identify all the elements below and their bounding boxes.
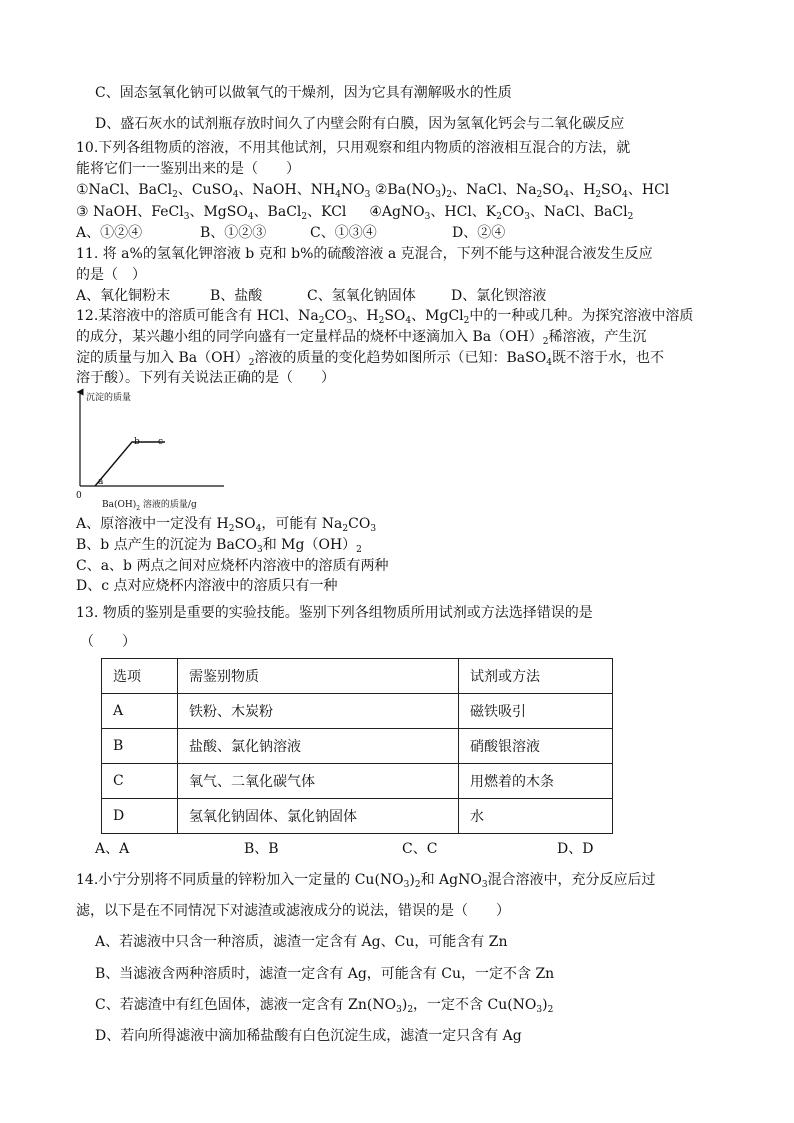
point-a-label: a: [98, 477, 104, 487]
q12-precipitate-graph: [70, 386, 230, 512]
table-header-cell: 选项: [102, 659, 178, 694]
y-axis-label: 沉淀的质量: [86, 393, 132, 403]
table-header-row: [102, 659, 613, 694]
q12-stem-line1: 12.某溶液中的溶质可能含有 HCl、$Na_2CO_3$、$H_2SO_4$、MgCl$_2$中的一种或几种。为探究溶液中溶质: [76, 308, 694, 326]
q10-stem-line2: 能将它们一一鉴别出来的是（ ）: [76, 161, 300, 177]
table-header-cell: 试剂或方法: [459, 659, 613, 694]
table-cell: 铁粉、木炭粉: [178, 694, 459, 729]
q12-stem-line4: 溶于酸）。下列有关说法正确的是（ ）: [76, 370, 335, 386]
q9-option-c: C、固态氢氧化钠可以做氧气的干燥剂，因为它具有潮解吸水的性质: [95, 85, 512, 101]
table-row: [102, 729, 613, 764]
q13-option-b: B、B: [244, 841, 279, 857]
table-row: [102, 694, 613, 729]
q11-option-c: C、氢氧化钠固体: [307, 288, 416, 304]
table-row: [102, 799, 613, 834]
table-cell: 盐酸、氯化钠溶液: [178, 729, 459, 764]
q11-option-a: A、氧化铜粉末: [76, 288, 171, 304]
table-cell: B: [102, 729, 178, 764]
q11-stem-line1: 11. 将 a%的氢氧化钾溶液 b 克和 b%的硫酸溶液 a 克混合，下列不能与这种混合液发生反应: [76, 246, 653, 262]
q14-option-b: B、当滤液含两种溶质时，滤渣一定含有 Ag，可能含有 Cu，一定不含 Zn: [95, 966, 555, 982]
q11-option-b: B、盐酸: [210, 288, 263, 304]
q10-option-c: C、①③④: [310, 225, 377, 241]
q12-option-a: A、原溶液中一定没有 $H_2SO_4$，可能有 $Na_2CO_3$: [76, 516, 377, 534]
precipitate-curve: [95, 442, 165, 486]
table-cell: A: [102, 694, 178, 729]
table-cell: 磁铁吸引: [459, 694, 613, 729]
q10-group-1: ①NaCl、BaCl$_2$、CuSO$_4$、NaOH、$NH_4NO_3$: [76, 182, 371, 200]
q12-stem-line3: 淀的质量与加入 $Ba(OH)_2$溶液的质量的变化趋势如图所示（已知：BaSO$_4$既不溶于水，也不: [76, 350, 664, 368]
q13-table: [101, 658, 613, 834]
q10-groups-line1: [76, 181, 669, 199]
q13-option-c: C、C: [402, 841, 438, 857]
table-cell: 硝酸银溶液: [459, 729, 613, 764]
q14-option-c: C、若滤渣中有红色固体，滤液一定含有 $Zn(NO_3)_2$，一定不含 $Cu(NO_3)_2$: [95, 997, 554, 1015]
q10-option-b: B、①②③: [200, 225, 267, 241]
q9-option-d: D、盛石灰水的试剂瓶存放时间久了内壁会附有白膜，因为氢氧化钙会与二氧化碳反应: [95, 116, 625, 132]
table-cell: C: [102, 764, 178, 799]
q10-group-2: $②Ba(NO_3)_2$、NaCl、$Na_2SO_4$、$H_2SO_4$、HCl: [374, 182, 670, 200]
q10-group-3: ③ NaOH、FeCl$_3$、MgSO$_4$、BaCl$_2$、KCl: [76, 204, 347, 222]
q13-option-a: A、A: [95, 841, 130, 857]
q11-option-d: D、氯化钡溶液: [451, 288, 547, 304]
origin-label: 0: [76, 491, 82, 501]
q14-option-d: D、若向所得滤液中滴加稀盐酸有白色沉淀生成，滤渣一定只含有 Ag: [95, 1028, 522, 1044]
table-cell: D: [102, 799, 178, 834]
table-header-cell: 需鉴别物质: [178, 659, 459, 694]
q14-option-a: A、若滤液中只含一种溶质，滤渣一定含有 Ag、Cu，可能含有 Zn: [95, 934, 508, 950]
x-axis-label: $Ba(OH)_2$ 溶液的质量/g: [102, 500, 197, 512]
q12-option-c: C、a、b 两点之间对应烧杯内溶液中的溶质有两种: [76, 558, 389, 574]
q12-option-d: D、c 点对应烧杯内溶液中的溶质只有一种: [76, 578, 338, 594]
q11-stem-line2: 的是（ ）: [76, 267, 146, 283]
q13-stem-line2: （ ）: [80, 634, 136, 650]
q14-stem-line2: 滤，以下是在不同情况下对滤渣或滤液成分的说法，错误的是（ ）: [76, 903, 510, 919]
point-b-label: b: [134, 437, 140, 447]
q10-option-d: D、②④: [452, 225, 506, 241]
q10-group-4: ④AgNO$_3$、HCl、$K_2CO_3$、NaCl、BaCl$_2$: [369, 204, 634, 222]
table-cell: 氧气、二氧化碳气体: [178, 764, 459, 799]
q10-stem-line1: 10.下列各组物质的溶液，不用其他试剂，只用观察和组内物质的溶液相互混合的方法，就: [76, 140, 631, 156]
q10-groups-line2: [76, 203, 633, 221]
table-cell: 氢氧化钠固体、氯化钠固体: [178, 799, 459, 834]
point-c-label: c: [158, 437, 164, 447]
table-cell: 水: [459, 799, 613, 834]
q13-stem-line1: 13. 物质的鉴别是重要的实验技能。鉴别下列各组物质所用试剂或方法选择错误的是: [76, 605, 593, 621]
table-cell: 用燃着的木条: [459, 764, 613, 799]
q13-option-d: D、D: [557, 841, 594, 857]
table-row: [102, 764, 613, 799]
q10-option-a: A、①②④: [76, 225, 143, 241]
q12-stem-line2: 的成分，某兴趣小组的同学向盛有一定量样品的烧杯中逐滴加入 $Ba(OH)_2$稀溶液，产生沉: [76, 329, 647, 347]
q14-stem-line1: 14.小宁分别将不同质量的锌粉加入一定量的 $Cu(NO_3)_2$和 AgNO$_3$混合溶液中，充分反应后过: [76, 872, 656, 890]
q12-option-b: B、b 点产生的沉淀为 BaCO$_3$和 $Mg(OH)_2$: [76, 537, 362, 555]
